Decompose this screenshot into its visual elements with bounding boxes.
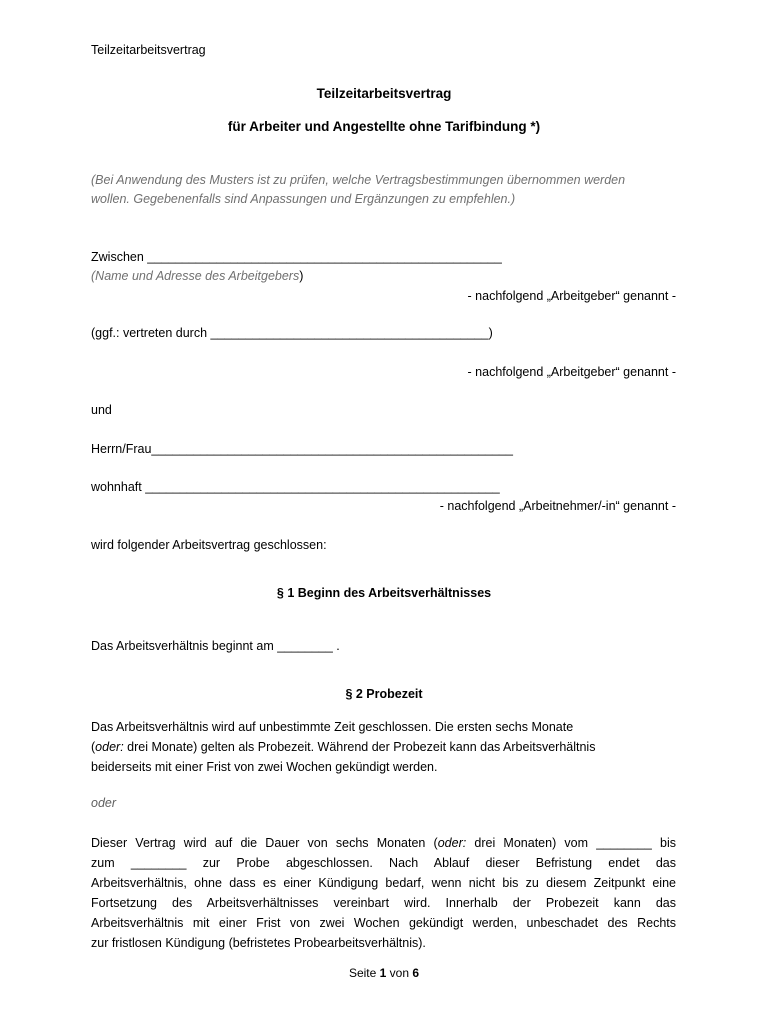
probation-paragraph-1-line-1: Das Arbeitsverhältnis wird auf unbestimmte Zeit geschlossen. Die ersten sechs Monate xyxy=(91,720,574,734)
oder-italic: oder: xyxy=(95,740,124,754)
footer-page-total: 6 xyxy=(412,966,420,980)
party-between: Zwischen ___________________________________________________ xyxy=(91,250,502,264)
employee-name: Herrn/Frau____________________________________________________ xyxy=(91,442,513,456)
employer-hint-text: (Name und Adresse des Arbeitgebers xyxy=(91,269,300,283)
probation-paragraph-1-line-3: beiderseits mit einer Frist von zwei Wochen gekündigt werden. xyxy=(91,760,438,774)
alternative-or: oder xyxy=(91,796,117,810)
contract-concluded: wird folgender Arbeitsvertrag geschlossen: xyxy=(91,538,327,552)
paren-open: ( xyxy=(91,740,96,754)
running-header: Teilzeitarbeitsvertrag xyxy=(91,43,206,57)
line-part-a: Dieser Vertrag wird auf die Dauer von sechs Monaten ( xyxy=(91,836,438,850)
employer-designation-1: - nachfolgend „Arbeitgeber“ genannt - xyxy=(467,289,676,303)
footer-seite: Seite xyxy=(348,966,380,980)
usage-note-line-1: (Bei Anwendung des Musters ist zu prüfen, welche Vertragsbestimmungen übernommen werden xyxy=(91,173,626,187)
and-label: und xyxy=(91,403,112,417)
represented-by: (ggf.: vertreten durch ________________________________________) xyxy=(91,326,493,340)
section-1-heading: § 1 Beginn des Arbeitsverhältnisses xyxy=(276,586,492,600)
probation-paragraph-2-line-1 xyxy=(91,833,676,853)
employer-designation-2: - nachfolgend „Arbeitgeber“ genannt - xyxy=(467,365,676,379)
employer-hint-close: ) xyxy=(299,269,304,283)
employee-residence: wohnhaft ___________________________________________________ xyxy=(91,480,500,494)
employee-designation: - nachfolgend „Arbeitnehmer/-in“ genannt - xyxy=(439,499,676,513)
footer-page-number: 1 xyxy=(379,966,387,980)
line-rest: drei Monate) gelten als Probezeit. Während der Probezeit kann das Arbeitsverhältnis xyxy=(123,740,596,754)
section-1-text: Das Arbeitsverhältnis beginnt am ________ . xyxy=(91,639,340,653)
probation-paragraph-2-line-4: Fortsetzung des Arbeitsverhältnisses vereinbart wird. Innerhalb der Probezeit kann das xyxy=(91,896,676,910)
document-title: Teilzeitarbeitsvertrag xyxy=(316,86,452,101)
section-2-heading: § 2 Probezeit xyxy=(345,687,423,701)
probation-paragraph-2 xyxy=(91,833,676,953)
probation-paragraph-2-line-5: Arbeitsverhältnis mit einer Frist von zwei Wochen gekündigt werden, unbeschadet des Rechts xyxy=(91,916,676,930)
line-part-b: drei Monaten) vom ________ bis xyxy=(466,836,676,850)
document-subtitle: für Arbeiter und Angestellte ohne Tarifbindung *) xyxy=(227,119,541,134)
probation-paragraph-2-line-3: Arbeitsverhältnis, ohne dass es einer Kündigung bedarf, wenn nicht bis zu diesem Zeitpunkt eine xyxy=(91,876,676,890)
probation-paragraph-2-line-2: zum ________ zur Probe abgeschlossen. Nach Ablauf dieser Befristung endet das xyxy=(91,856,676,870)
oder-italic: oder: xyxy=(437,836,467,850)
usage-note-line-2: wollen. Gegebenenfalls sind Anpassungen und Ergänzungen zu empfehlen.) xyxy=(91,192,516,206)
page-footer xyxy=(0,963,768,983)
probation-paragraph-1-line-2 xyxy=(91,737,595,757)
footer-von: von xyxy=(386,966,413,980)
employer-hint xyxy=(91,266,303,286)
probation-paragraph-2-line-6: zur fristlosen Kündigung (befristetes Probearbeitsverhältnis). xyxy=(91,936,426,950)
